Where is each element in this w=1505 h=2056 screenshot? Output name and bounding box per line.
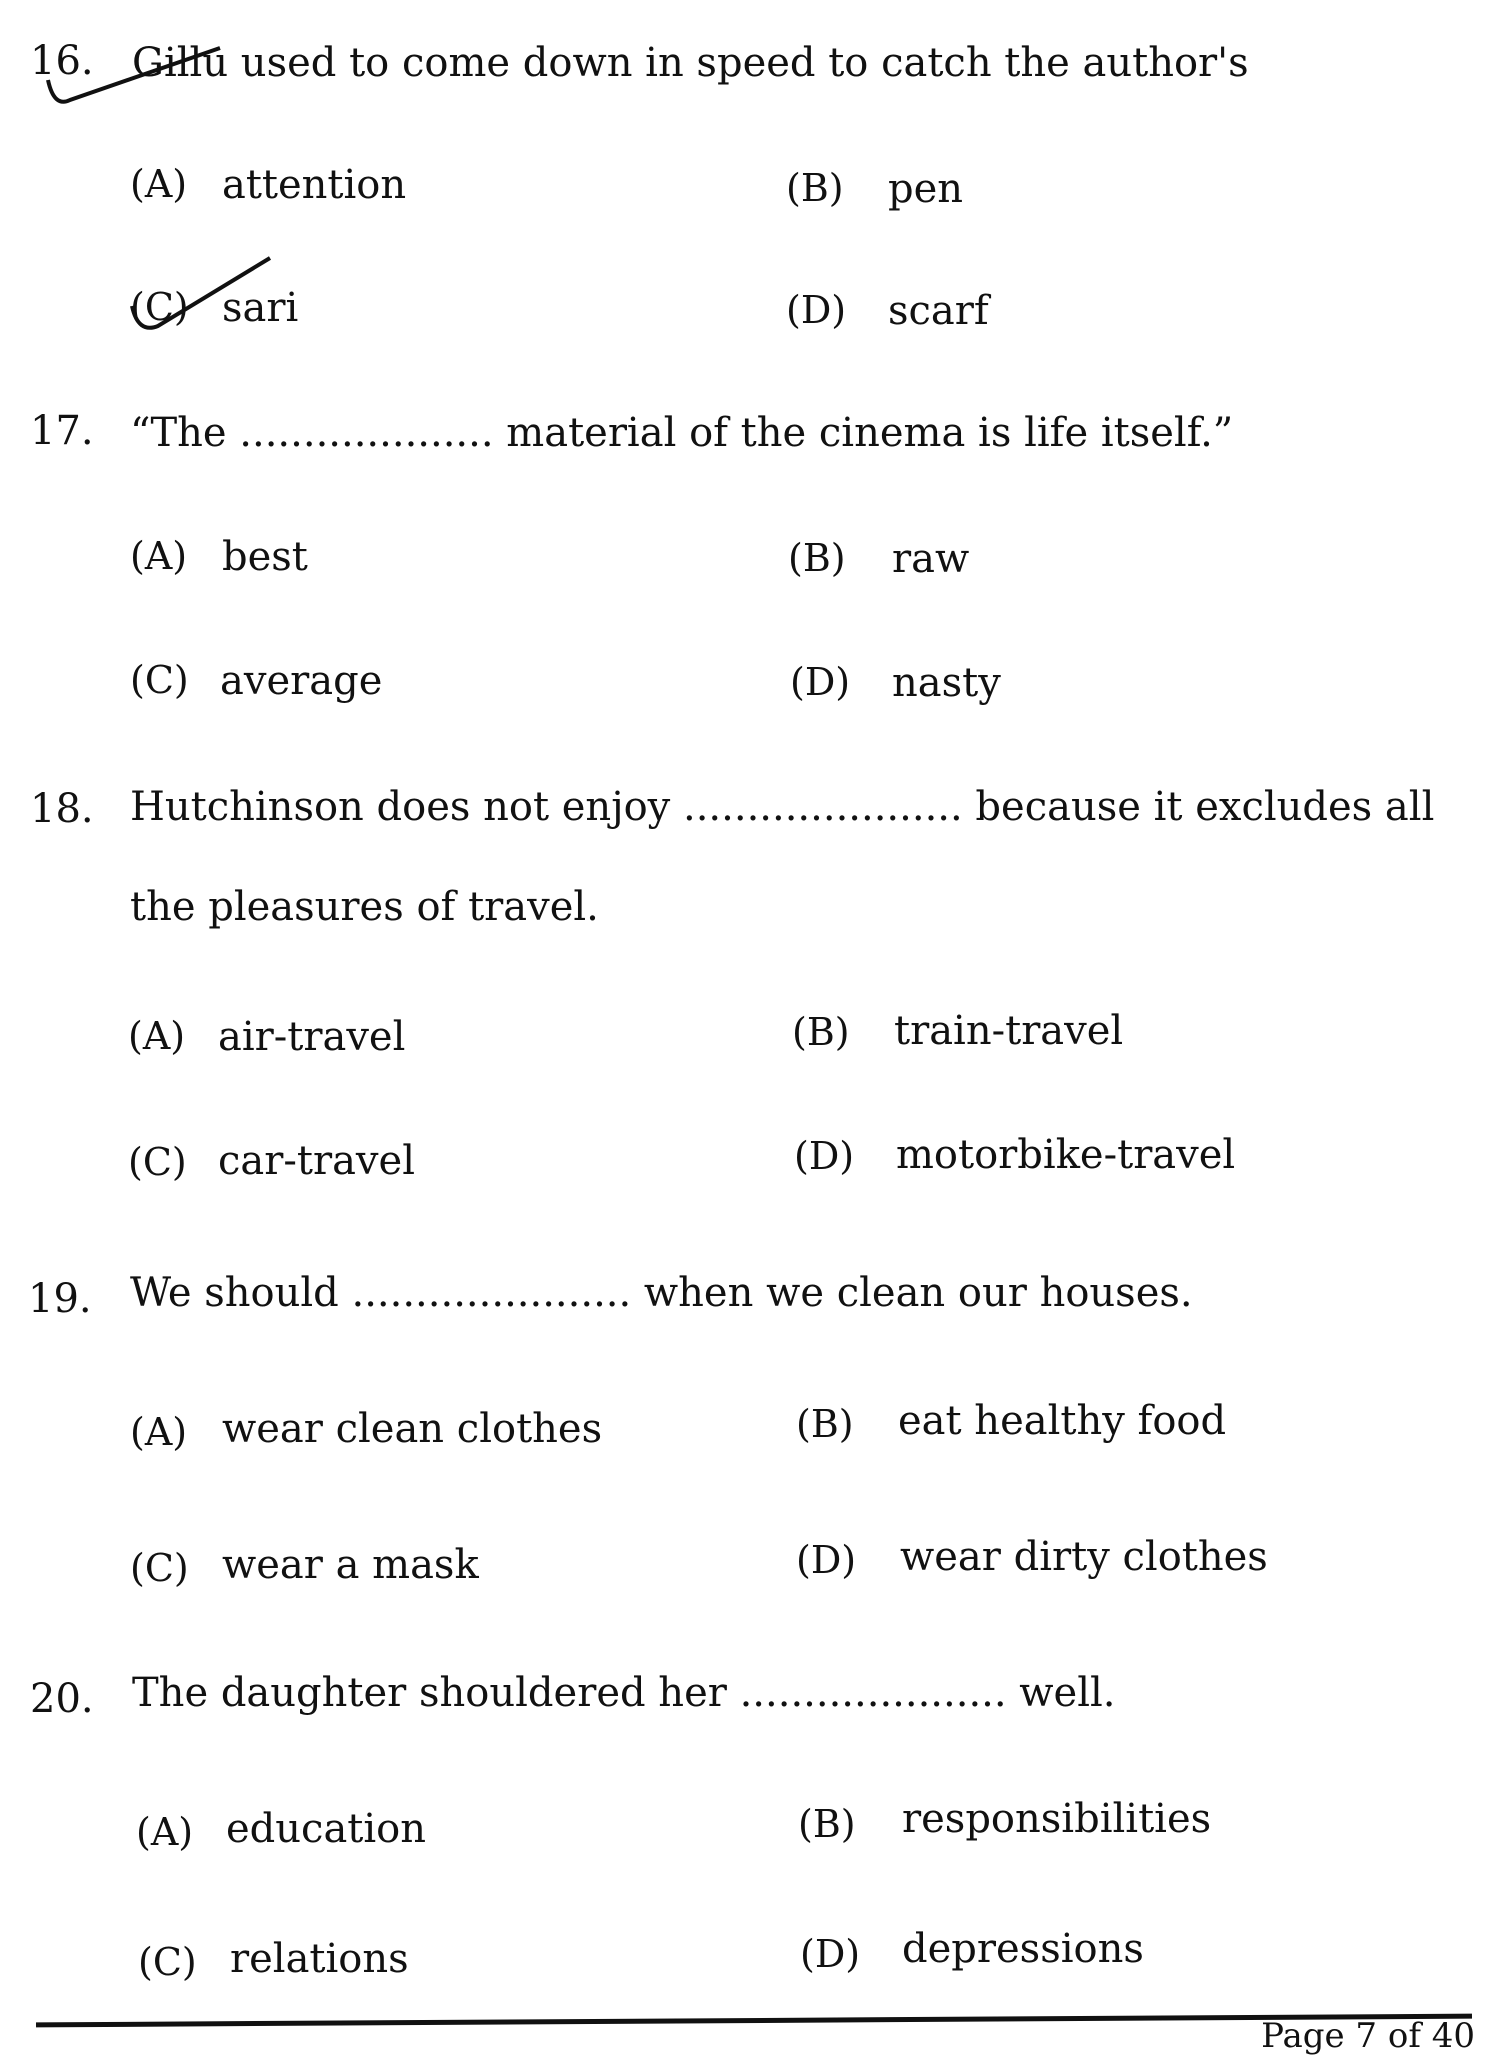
option-label: (B) [792,1010,850,1054]
option-label: (D) [796,1538,857,1582]
option-text: sari [222,285,299,331]
question-text: We should ...................... when we clean our houses. [130,1270,1193,1316]
option-label: (B) [786,166,844,210]
question-text: The daughter shouldered her ..................... well. [132,1670,1116,1716]
option-text: depressions [902,1926,1144,1972]
option-label: (D) [800,1932,861,1976]
option-label: (C) [128,1140,187,1184]
question-number: 16. [30,38,94,84]
option-text: education [226,1806,426,1852]
question-number: 20. [30,1676,94,1722]
option-text: attention [222,162,407,208]
option-label: (D) [786,288,847,332]
question-number: 18. [30,786,94,832]
option-text: best [222,534,308,580]
option-text: train-travel [894,1008,1124,1054]
check-mark-icon [40,40,240,110]
option-text: wear a mask [222,1542,479,1588]
footer-rule [36,2014,1472,2028]
option-label: (C) [130,285,189,329]
question-text: Gillu used to come down in speed to catch the author's [132,40,1249,86]
option-label: (A) [128,1014,186,1058]
option-label: (D) [790,660,851,704]
option-label: (A) [130,534,188,578]
option-label: (C) [130,658,189,702]
question-text: Hutchinson does not enjoy ...................... because it excludes all [130,784,1435,830]
option-label: (D) [794,1134,855,1178]
option-text: relations [230,1936,409,1982]
question-text-line2: the pleasures of travel. [130,884,599,930]
option-text: pen [888,166,964,212]
option-text: wear clean clothes [222,1406,603,1452]
option-label: (A) [130,1410,188,1454]
option-text: car-travel [218,1138,415,1184]
option-text: raw [892,536,970,582]
option-text: wear dirty clothes [900,1534,1268,1580]
option-label: (C) [138,1940,197,1984]
question-number: 19. [28,1276,92,1322]
option-text: nasty [892,660,1001,706]
option-label: (B) [796,1402,854,1446]
option-label: (C) [130,1546,189,1590]
option-text: scarf [888,288,989,334]
option-text: motorbike-travel [896,1132,1236,1178]
page-number: Page 7 of 40 [1261,2016,1475,2056]
option-text: eat healthy food [898,1398,1227,1444]
option-label: (B) [788,536,846,580]
option-label: (A) [136,1810,194,1854]
option-text: air-travel [218,1014,406,1060]
option-label: (A) [130,162,188,206]
question-number: 17. [30,408,94,454]
option-text: average [220,658,383,704]
option-text: responsibilities [902,1796,1212,1842]
option-label: (B) [798,1802,856,1846]
question-text: “The .................... material of the cinema is life itself.” [130,410,1234,456]
